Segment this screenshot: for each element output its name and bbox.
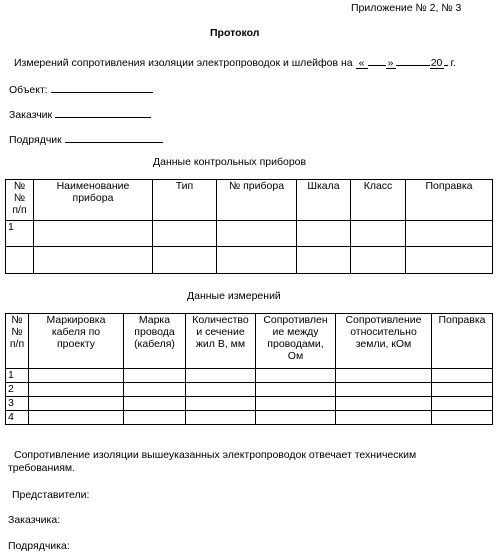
measurements-header-6: Поправка <box>432 314 493 369</box>
table-cell[interactable] <box>336 383 432 397</box>
table-cell[interactable] <box>406 247 493 274</box>
table-row <box>6 221 493 247</box>
row-number-cell: 3 <box>6 397 29 411</box>
table-cell[interactable] <box>256 397 336 411</box>
customer-field[interactable] <box>55 106 151 118</box>
contractor-label: Подрядчик <box>9 134 62 146</box>
table-row <box>6 411 493 425</box>
table-cell[interactable] <box>432 411 493 425</box>
table-row <box>6 247 493 274</box>
table-cell[interactable] <box>297 221 351 247</box>
instruments-header-5: Класс <box>351 180 406 221</box>
instruments-header-3: № прибора <box>217 180 297 221</box>
day-field[interactable] <box>368 54 386 66</box>
table-cell[interactable] <box>336 411 432 425</box>
contractor-field[interactable] <box>65 131 163 143</box>
measurements-heading: Данные измерений <box>187 290 281 302</box>
instruments-heading: Данные контрольных приборов <box>153 156 307 168</box>
instruments-header-row <box>6 180 493 221</box>
row-number-cell: 1 <box>6 369 29 383</box>
measurements-header-row <box>6 314 493 369</box>
table-cell[interactable] <box>336 369 432 383</box>
measurements-table <box>5 313 493 425</box>
contractor-row <box>9 131 163 146</box>
year-suffix: г. <box>450 57 456 69</box>
contractor-signature-label: Подрядчика: <box>8 540 70 552</box>
table-cell[interactable] <box>256 411 336 425</box>
instruments-header-2: Тип <box>153 180 217 221</box>
table-cell[interactable] <box>217 247 297 274</box>
measurements-header-2: Марка провода (кабеля) <box>124 314 186 369</box>
page-title: Протокол <box>210 27 260 39</box>
instruments-header-6: Поправка <box>406 180 493 221</box>
table-cell[interactable] <box>432 383 493 397</box>
table-cell[interactable] <box>29 369 124 383</box>
row-number-cell: 1 <box>6 221 34 247</box>
table-cell[interactable] <box>34 221 153 247</box>
table-cell[interactable] <box>297 247 351 274</box>
table-cell[interactable] <box>217 221 297 247</box>
intro-text: Измерений сопротивления изоляции электропроводок и шлейфов на <box>14 57 353 69</box>
table-cell[interactable] <box>256 369 336 383</box>
instruments-header-1: Наименование прибора <box>34 180 153 221</box>
table-cell[interactable] <box>29 411 124 425</box>
table-cell[interactable] <box>432 369 493 383</box>
table-cell[interactable] <box>186 383 256 397</box>
table-cell[interactable] <box>256 383 336 397</box>
object-field[interactable] <box>51 81 153 93</box>
intro-line <box>14 54 456 69</box>
month-field[interactable] <box>396 54 430 66</box>
table-row <box>6 383 493 397</box>
table-cell[interactable] <box>406 221 493 247</box>
quote-close: » <box>386 57 396 69</box>
row-number-cell: 2 <box>6 383 29 397</box>
table-cell[interactable] <box>351 221 406 247</box>
table-cell[interactable] <box>124 397 186 411</box>
table-cell[interactable] <box>351 247 406 274</box>
table-cell[interactable] <box>336 397 432 411</box>
measurements-header-0: № № п/п <box>6 314 29 369</box>
customer-label: Заказчик <box>9 109 53 121</box>
year-prefix: 20 <box>430 57 443 69</box>
table-cell[interactable] <box>124 411 186 425</box>
quote-open: « <box>356 57 368 69</box>
table-cell[interactable] <box>124 369 186 383</box>
conclusion-line1: Сопротивление изоляции вышеуказанных электропроводок отвечает техническим <box>14 449 417 461</box>
table-cell[interactable] <box>153 247 217 274</box>
customer-row <box>9 106 151 121</box>
conclusion-line2: требованиям. <box>8 462 76 474</box>
table-cell[interactable] <box>432 397 493 411</box>
row-number-cell <box>6 247 34 274</box>
table-cell[interactable] <box>153 221 217 247</box>
object-row <box>9 81 153 96</box>
year-field[interactable] <box>444 54 448 66</box>
table-cell[interactable] <box>29 397 124 411</box>
object-label: Объект: <box>9 84 48 96</box>
table-cell[interactable] <box>29 383 124 397</box>
appendix-label: Приложение № 2, № 3 <box>351 2 462 14</box>
instruments-header-0: № № п/п <box>6 180 34 221</box>
table-row <box>6 369 493 383</box>
instruments-header-4: Шкала <box>297 180 351 221</box>
table-cell[interactable] <box>186 397 256 411</box>
table-cell[interactable] <box>186 369 256 383</box>
table-cell[interactable] <box>34 247 153 274</box>
row-number-cell: 4 <box>6 411 29 425</box>
measurements-header-4: Сопротивлен ие между проводами, Ом <box>256 314 336 369</box>
instruments-table <box>5 179 493 274</box>
customer-signature-label: Заказчика: <box>8 514 61 526</box>
table-cell[interactable] <box>124 383 186 397</box>
measurements-header-1: Маркировка кабеля по проекту <box>29 314 124 369</box>
table-cell[interactable] <box>186 411 256 425</box>
table-row <box>6 397 493 411</box>
representatives-label: Представители: <box>12 489 90 501</box>
measurements-header-5: Сопротивление относительно земли, кОм <box>336 314 432 369</box>
measurements-header-3: Количество и сечение жил В, мм <box>186 314 256 369</box>
